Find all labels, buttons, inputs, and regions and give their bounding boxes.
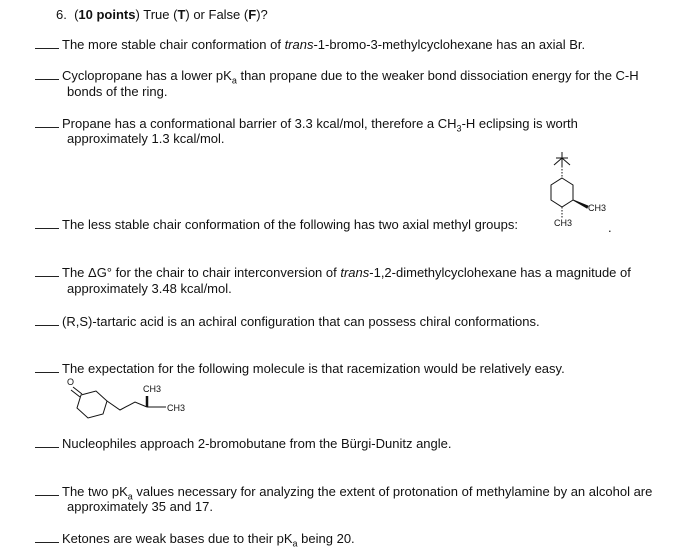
answer-blank[interactable] [35,116,59,128]
tf-item-7: The expectation for the following molecule is that racemization would be relatively easy. [35,361,565,376]
tf-item-2: Cyclopropane has a lower $pK_a$ than propane due to the weaker bond dissociation energy for the C-H [35,68,639,83]
question-number: 6. [56,7,67,22]
answer-blank[interactable] [35,361,59,373]
chair-methyl-label-1: CH3 [588,203,607,213]
answer-blank[interactable] [35,436,59,448]
tbutyl-left-bond [554,158,562,165]
tf-item-3-line2: approximately 1.3 kcal/mol. [67,131,225,146]
ketone-methyl-label-2: CH3 [167,403,186,413]
tf-item-4-period: . [608,220,612,235]
answer-blank[interactable] [35,484,59,496]
wedge-bond-right [573,200,588,208]
cyclohexane-ring [551,178,573,207]
answer-blank[interactable] [35,265,59,277]
tf-item-5: The ΔG° for the chair to chair interconversion of trans-1,2-dimethylcyclohexane has a magnitude of [35,265,631,280]
tf-item-8: Nucleophiles approach 2-bromobutane from the Bürgi-Dunitz angle. [35,436,452,451]
tf-item-6: (R,S)-tartaric acid is an achiral configuration that can possess chiral conformations. [35,314,540,329]
question-points: 10 points [78,7,136,22]
ketone-methyl-label-1: CH3 [143,384,162,394]
tf-item-10: Ketones are weak bases due to their $pK_a$ being 20. [35,531,355,546]
answer-blank[interactable] [35,68,59,80]
tf-item-2-line2: bonds of the ring. [67,84,168,99]
tf-item-5-line2: approximately 3.48 kcal/mol. [67,281,232,296]
ketone-structure [60,374,210,424]
chair-methyl-label-2: CH3 [554,218,573,228]
answer-blank[interactable] [35,314,59,326]
tf-item-9-line2: approximately 35 and 17. [67,499,213,514]
question-header: 6. (10 points) True (T) or False (F)? [56,7,268,22]
tf-item-4: The less stable chair conformation of the following has two axial methyl groups: [35,217,518,232]
answer-blank[interactable] [35,531,59,543]
tbutyl-right-bond [562,158,570,165]
ketone-oxygen-label: O [67,377,75,387]
tf-item-1: The more stable chair conformation of trans-1-bromo-3-methylcyclohexane has an axial Br. [35,37,585,52]
cyclohexanone-ring [77,391,107,418]
answer-blank[interactable] [35,217,59,229]
tf-item-9: The two $pK_a$ values necessary for analyzing the extent of protonation of methylamine by an alcohol are [35,484,652,499]
tf-item-3: Propane has a conformational barrier of 3.3 kcal/mol, therefore a $CH_3-H$ eclipsing is worth [35,116,578,131]
alkyl-chain [107,401,147,410]
answer-blank[interactable] [35,37,59,49]
